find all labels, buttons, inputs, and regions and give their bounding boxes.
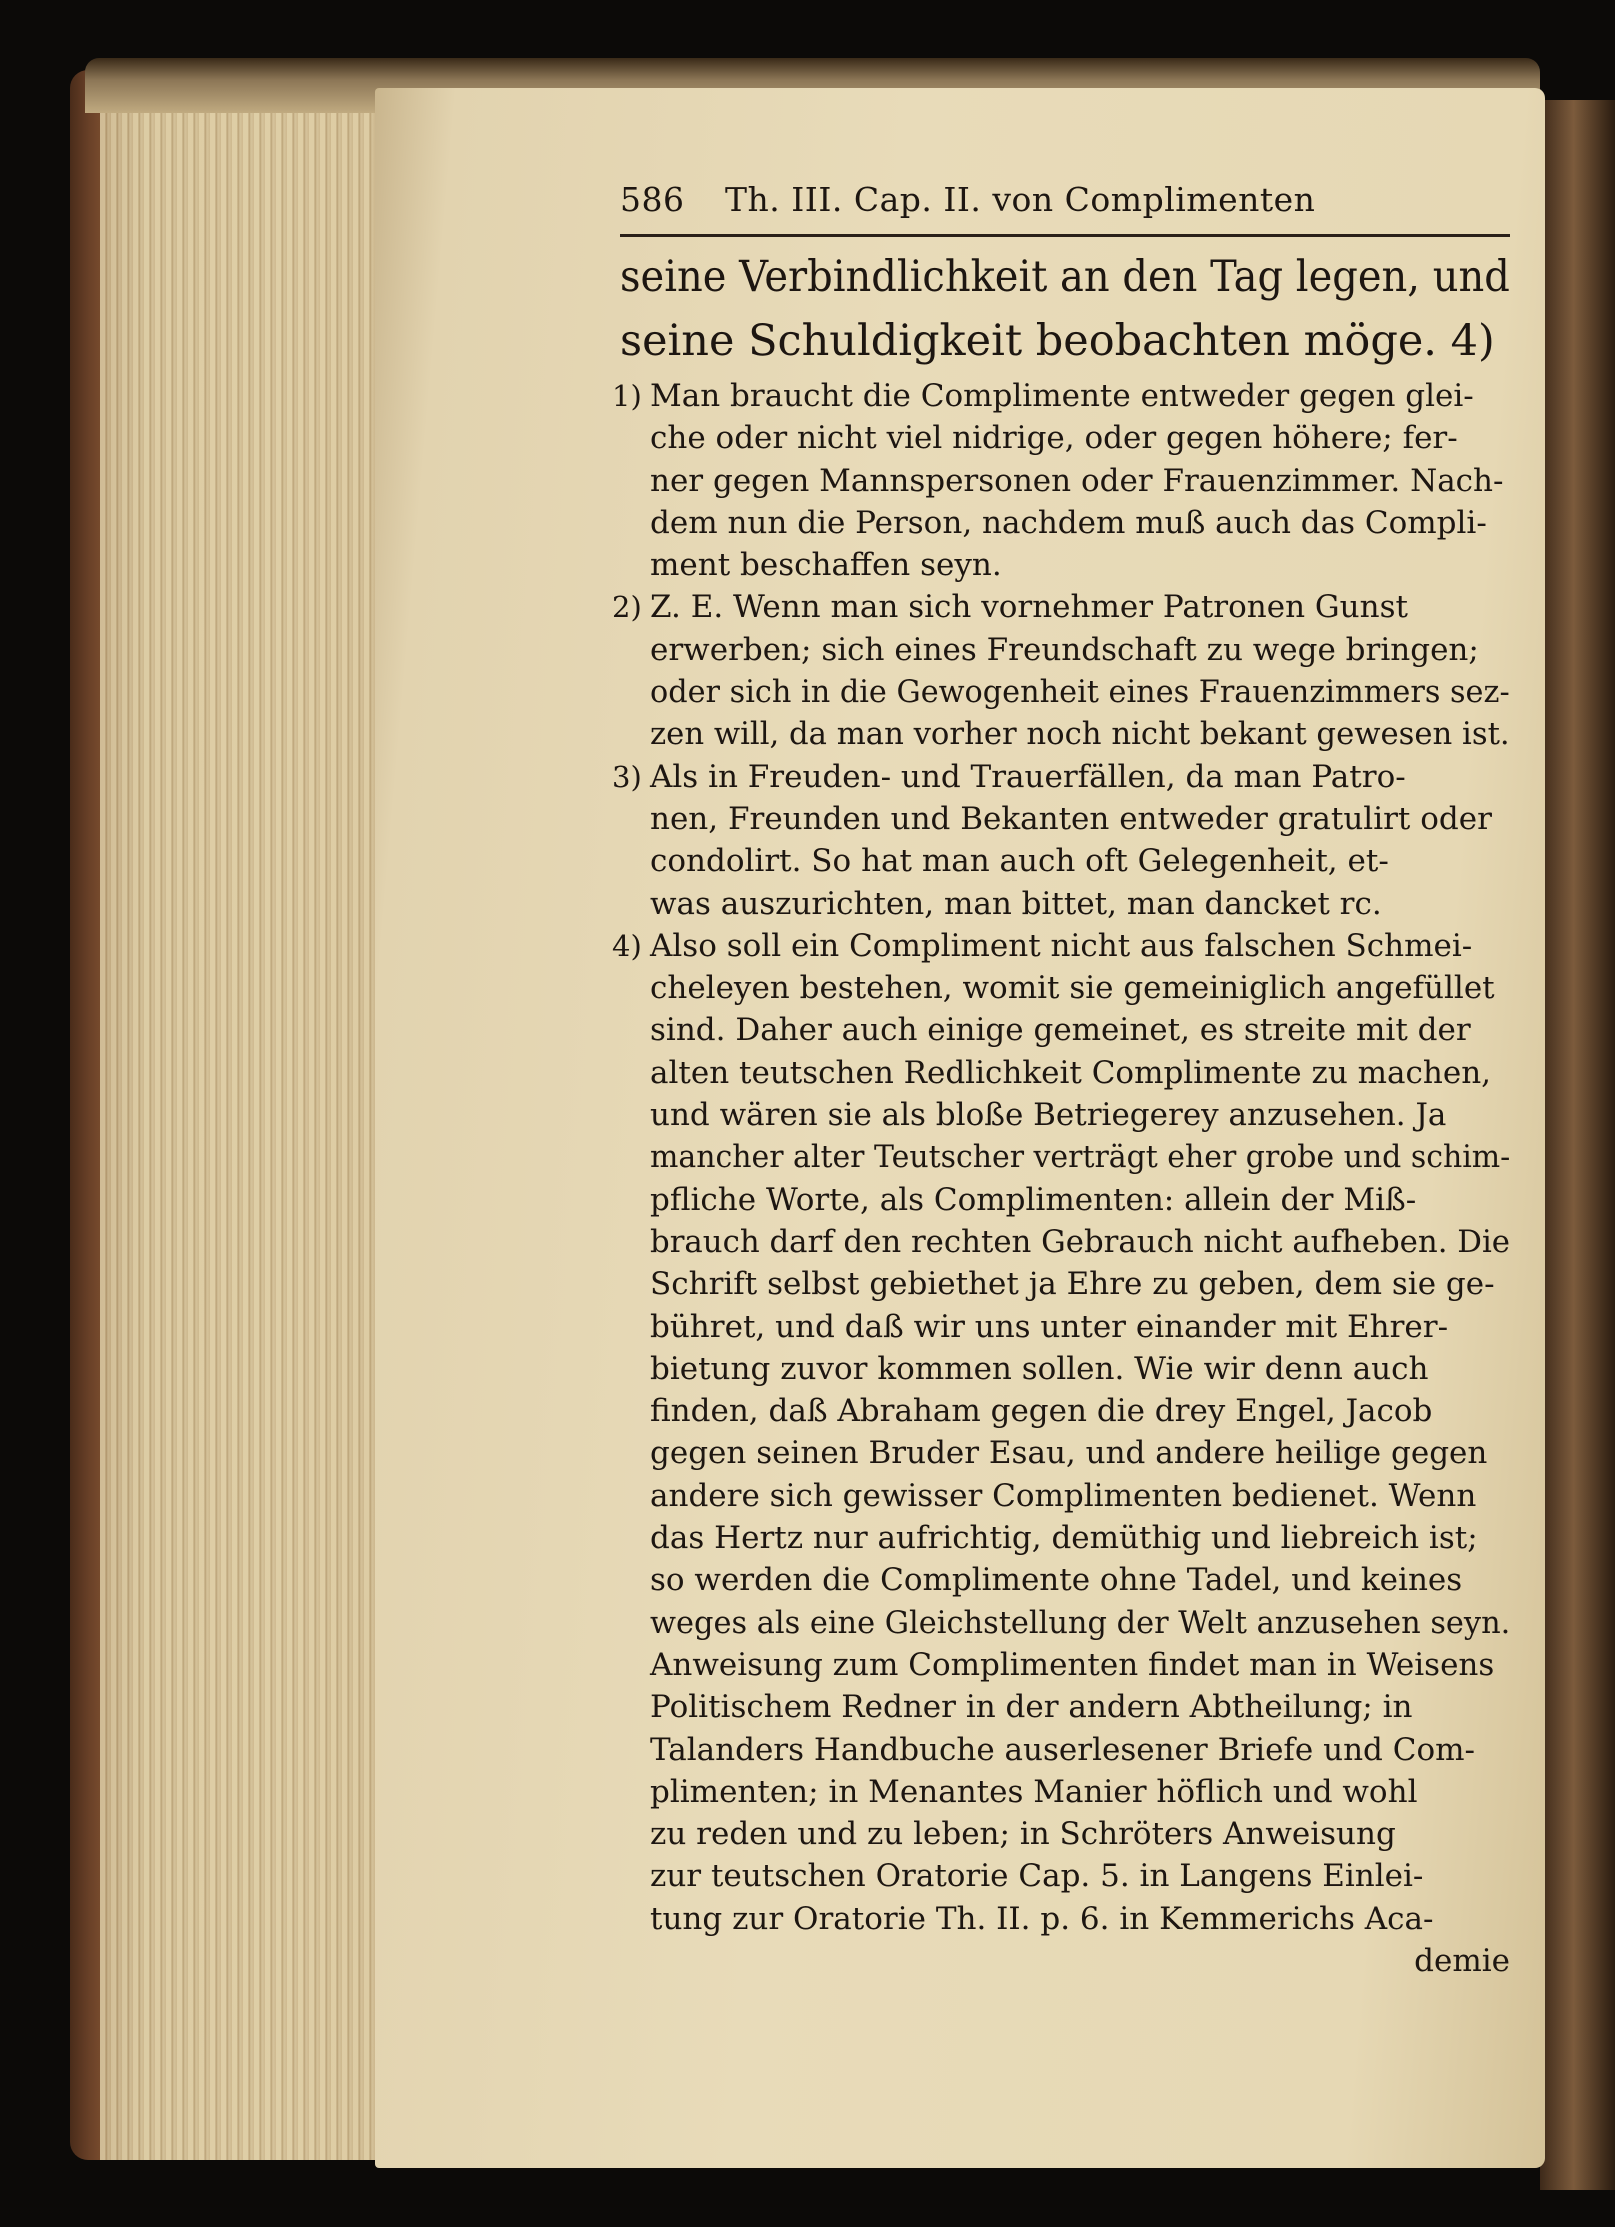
footnote-line: tung zur Oratorie Th. II. p. 6. in Kemmerichs Aca-: [650, 1900, 1434, 1937]
footnote-3: [612, 756, 1510, 925]
footnote-line: gegen seinen Bruder Esau, und andere heilige gegen: [650, 1435, 1488, 1472]
footnote-line: finden, daß Abraham gegen die drey Engel, Jacob: [650, 1393, 1433, 1430]
footnote-line: cheleyen bestehen, womit sie gemeiniglich angefüllet: [650, 970, 1495, 1007]
footnote-line: che oder nicht viel nidrige, oder gegen höhere; fer-: [650, 420, 1458, 457]
footnote-line: Als in Freuden- und Trauerfällen, da man Patro-: [650, 758, 1406, 795]
footnote-1: [612, 375, 1510, 586]
footnote-number: 3): [612, 759, 642, 794]
footnote-line: zur teutschen Oratorie Cap. 5. in Langens Einlei-: [650, 1858, 1424, 1895]
footnote-line: bietung zuvor kommen sollen. Wie wir denn auch: [650, 1350, 1429, 1387]
footnote-line: Also soll ein Compliment nicht aus falschen Schmei-: [650, 927, 1473, 964]
footnote-line: Talanders Handbuche auserlesener Briefe und Com-: [650, 1731, 1475, 1768]
footnote-line: mancher alter Teutscher verträgt eher grobe und schim-: [650, 1139, 1511, 1176]
footnote-number: 2): [612, 590, 642, 625]
footnote-line: Z. E. Wenn man sich vornehmer Patronen Gunst: [650, 589, 1408, 626]
footnote-line: erwerben; sich eines Freundschaft zu wege bringen;: [650, 631, 1479, 668]
catchword: demie: [1414, 1942, 1510, 1979]
footnote-line: brauch darf den rechten Gebrauch nicht aufheben. Die: [650, 1223, 1511, 1260]
page-text: [612, 180, 1511, 1982]
footnote-line: Politischem Redner in der andern Abtheilung; in: [650, 1689, 1413, 1726]
footnote-line: oder sich in die Gewogenheit eines Frauenzimmers sez-: [650, 674, 1510, 711]
running-head: [620, 180, 1510, 228]
main-text-line: seine Schuldigkeit beobachten möge. 4): [620, 316, 1495, 366]
footnote-line: ner gegen Mannspersonen oder Frauenzimmer. Nach-: [650, 462, 1504, 499]
footnote-line: ment beschaffen seyn.: [650, 547, 1002, 584]
footnote-line: pfliche Worte, als Complimenten: allein der Miß-: [650, 1181, 1417, 1218]
footnote-line: Schrift selbst gebiethet ja Ehre zu geben, dem sie ge-: [650, 1266, 1495, 1303]
footnote-number: 4): [612, 928, 642, 963]
main-text-line: seine Verbindlichkeit an den Tag legen, und: [620, 252, 1510, 302]
page-number: 586: [620, 180, 685, 219]
footnote-line: weges als eine Gleichstellung der Welt anzusehen seyn.: [650, 1604, 1511, 1641]
footnote-line: alten teutschen Redlichkeit Complimente zu machen,: [650, 1054, 1492, 1091]
footnote-line: plimenten; in Menantes Manier höflich und wohl: [650, 1773, 1418, 1810]
footnote-line: condolirt. So hat man auch oft Gelegenheit, et-: [650, 843, 1389, 880]
footnote-line: sind. Daher auch einige gemeinet, es streite mit der: [650, 1012, 1471, 1049]
book-cover-right: [1540, 100, 1615, 2190]
footnote-line: nen, Freunden und Bekanten entweder gratulirt oder: [650, 800, 1492, 837]
footnote-2: [612, 586, 1510, 755]
footnote-line: zen will, da man vorher noch nicht bekant gewesen ist.: [650, 716, 1510, 753]
running-title: Th. III. Cap. II. von Complimenten: [725, 180, 1316, 219]
footnote-4: [612, 925, 1511, 1940]
footnote-line: andere sich gewisser Complimenten bedienet. Wenn: [650, 1477, 1477, 1514]
footnote-line: so werden die Complimente ohne Tadel, und keines: [650, 1562, 1463, 1599]
footnote-line: bühret, und daß wir uns unter einander mit Ehrer-: [650, 1308, 1449, 1345]
footnote-line: Anweisung zum Complimenten findet man in Weisens: [650, 1646, 1495, 1683]
footnote-line: was auszurichten, man bittet, man dancket rc.: [650, 885, 1382, 922]
footnote-line: zu reden und zu leben; in Schröters Anweisung: [650, 1816, 1396, 1853]
footnote-number: 1): [612, 379, 642, 413]
page-edges: [100, 80, 400, 2160]
footnote-line: dem nun die Person, nachdem muß auch das Compli-: [650, 504, 1487, 541]
footnote-line: und wären sie als bloße Betriegerey anzusehen. Ja: [650, 1097, 1447, 1134]
header-rule: [620, 234, 1510, 237]
footnote-line: das Hertz nur aufrichtig, demüthig und liebreich ist;: [650, 1520, 1478, 1557]
footnote-line: Man braucht die Complimente entweder gegen glei-: [650, 378, 1474, 414]
